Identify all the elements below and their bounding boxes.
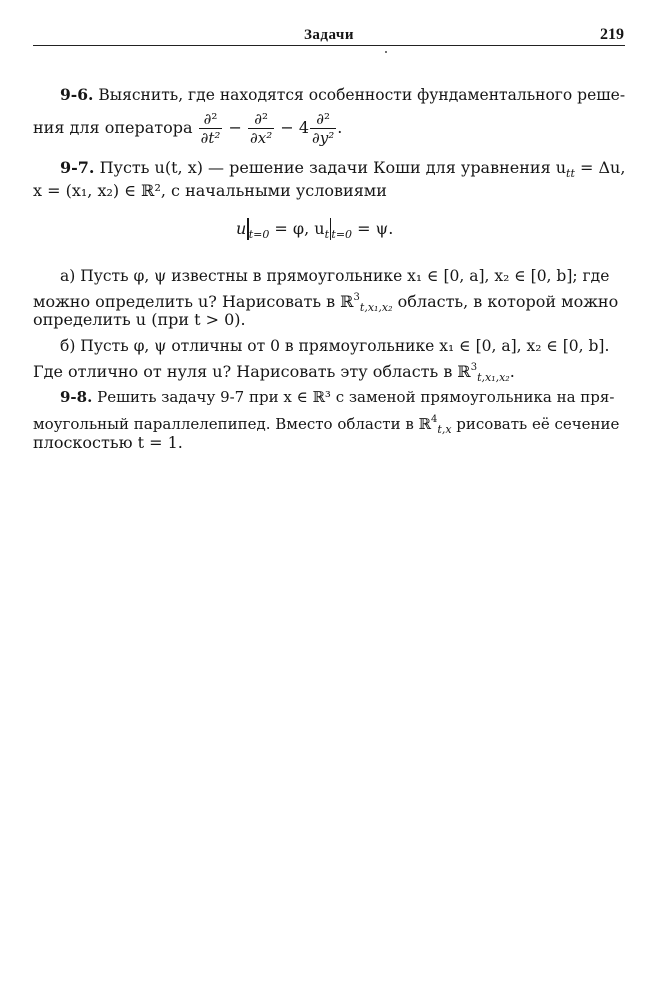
problem-9-7-text-1: Пусть u(t, x) — решение задачи Коши для уравнения u (99, 158, 567, 177)
subscript: t,x₁,x₂ (477, 371, 510, 384)
minus-sign: − (228, 118, 242, 137)
fraction-d2-dt2 (199, 110, 223, 147)
part-b-text-2: Где отлично от нуля u? Нарисовать эту область в ℝ (33, 362, 471, 381)
header-rule (33, 45, 625, 46)
part-b-text-2-end: . (509, 362, 515, 381)
problem-9-8-text-1: Решить задачу 9-7 при x ∈ ℝ³ с заменой прямоугольника на пря- (97, 388, 615, 406)
problem-9-6-text-2: ния для оператора (33, 118, 193, 137)
part-b-line-2 (33, 357, 515, 389)
subscript: t,x (437, 423, 452, 436)
coefficient: 4 (298, 118, 310, 137)
part-b-line-1 (60, 335, 609, 357)
period: . (337, 118, 343, 137)
page-number: 219 (600, 26, 624, 43)
eq-condition: t=0 (248, 228, 270, 241)
part-a-text-3: определить u (при t > 0). (33, 310, 246, 329)
fraction-numerator: ∂² (199, 110, 223, 129)
running-header (33, 24, 625, 46)
eq-ut-subscript: t (324, 228, 330, 241)
part-a-line-1 (60, 265, 609, 287)
fraction-denominator: ∂t² (200, 129, 221, 147)
superscript: 4 (431, 414, 438, 425)
fraction-d2-dx2 (248, 110, 274, 147)
eq-end: = ψ. (352, 219, 394, 238)
part-a-text-1: а) Пусть φ, ψ известны в прямоугольнике x₁ ∈ [0, a], x₂ ∈ [0, b]; где (60, 267, 610, 285)
problem-9-8-line-3 (33, 432, 183, 454)
part-a-text-2-end: область, в которой можно (392, 292, 619, 311)
fraction-numerator: ∂² (248, 110, 274, 129)
problem-9-8-text-3: плоскостью t = 1. (33, 433, 183, 452)
subscript-tt: tt (566, 167, 575, 180)
problem-number-9-6: 9-6. (60, 85, 94, 104)
problem-9-8-text-2-end: рисовать её сечение (451, 415, 620, 433)
fraction-numerator: ∂² (310, 110, 336, 129)
problem-9-6-line-2 (33, 105, 342, 151)
superscript: 3 (470, 362, 478, 373)
problem-9-8-text-2: моугольный параллелепипед. Вместо области в ℝ (33, 415, 432, 433)
print-speck (385, 51, 387, 53)
initial-conditions-equation (236, 218, 393, 246)
problem-9-6-text-1: Выяснить, где находятся особенности фундаментального реше- (98, 86, 626, 104)
part-a-text-2: можно определить u? Нарисовать в ℝ (33, 292, 354, 311)
eq-middle: = φ, u (269, 219, 325, 238)
eq-condition: t=0 (331, 228, 353, 241)
problem-number-9-7: 9-7. (60, 158, 95, 177)
part-b-text-1: б) Пусть φ, ψ отличны от 0 в прямоугольнике x₁ ∈ [0, a], x₂ ∈ [0, b]. (60, 337, 610, 355)
problem-9-7-line-2 (33, 180, 387, 202)
problem-9-8-line-1 (60, 386, 614, 408)
header-title: Задачи (303, 27, 354, 43)
problem-9-7-text-1-end: = Δu, (574, 158, 626, 177)
subscript: t,x₁,x₂ (359, 301, 393, 314)
minus-sign: − (280, 118, 294, 137)
problem-number-9-8: 9-8. (60, 388, 93, 406)
superscript: 3 (353, 292, 360, 303)
fraction-denominator: ∂y² (312, 129, 335, 147)
fraction-denominator: ∂x² (250, 129, 273, 147)
problem-9-6-line-1 (60, 84, 625, 106)
eq-u: u (236, 219, 247, 238)
part-a-line-3 (33, 309, 246, 331)
fraction-d2-dy2 (310, 110, 336, 147)
problem-9-7-text-2: x = (x₁, x₂) ∈ ℝ², с начальными условиями (33, 181, 387, 200)
